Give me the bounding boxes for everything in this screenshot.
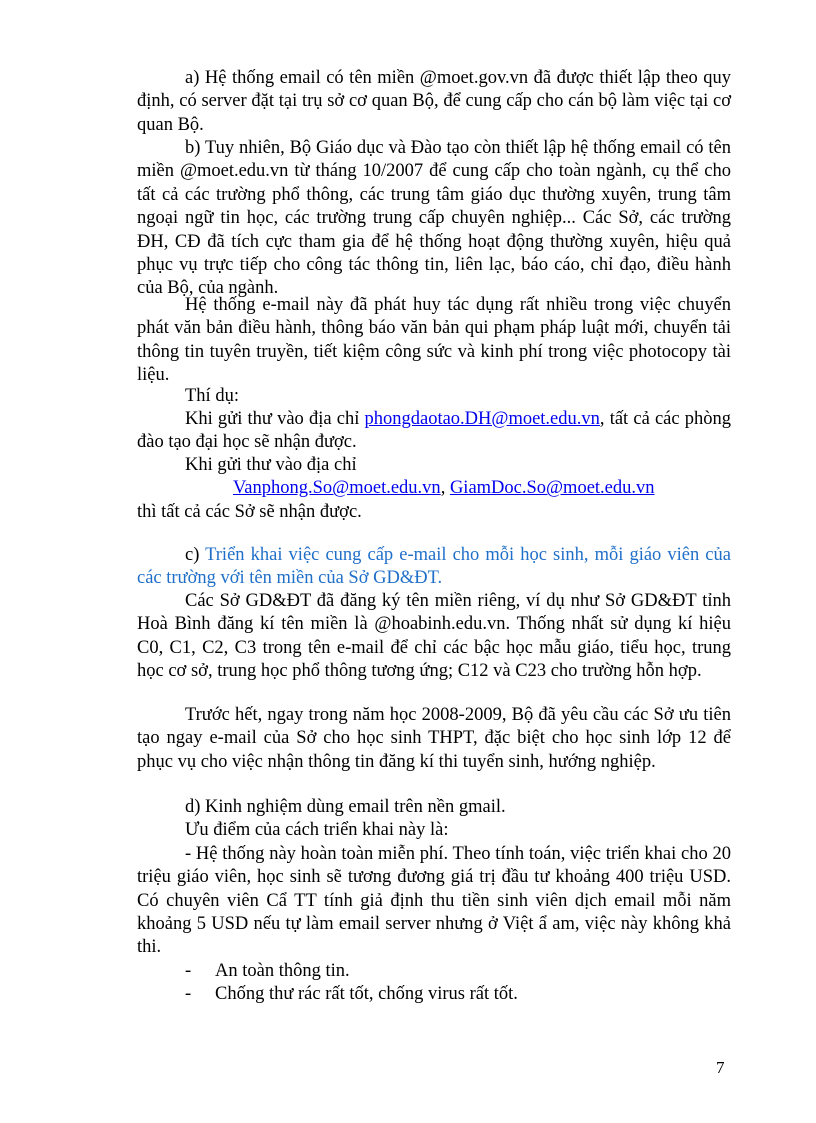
example-2-links	[137, 477, 731, 500]
section-a	[137, 67, 731, 137]
paragraph-b: b) Tuy nhiên, Bộ Giáo dục và Đào tạo còn thiết lập hệ thống email có tên miền @moet.edu.vn từ tháng 10/2007 để cung cấp cho toàn ngành, cụ thể cho tất cả các trường phổ thông, các trung tâm giáo dục thường xuyên, trung tâm ngoại ngữ tin học, các trường trung cấp chuyên nghiệp... Các Sở, các trường ĐH, CĐ đã tích cực tham gia để hệ thống hoạt động thường xuyên, hiệu quả phục vụ trực tiếp cho công tác thông tin, liên lạc, báo cáo, chỉ đạo, điều hành của Bộ, của ngành.	[137, 138, 731, 299]
section-c-body-block	[137, 590, 731, 684]
section-c-priority: Trước hết, ngay trong năm học 2008-2009, Bộ đã yêu cầu các Sở ưu tiên tạo ngay e-mail của Sở cho học sinh THPT, đặc biệt cho học sinh lớp 12 để phục vụ cho việc nhận thông tin đăng kí thi tuyển sinh, hướng nghiệp.	[137, 705, 731, 772]
bullet-security	[137, 960, 731, 983]
example-1-suffix: , tất cả các phòng đào tạo đại học sẽ nhận được.	[137, 409, 731, 453]
bullet-spam-text: Chống thư rác rất tốt, chống virus rất tốt.	[215, 984, 518, 1005]
section-c-priority-block	[137, 704, 731, 774]
example-2-prefix: Khi gửi thư vào địa chỉ	[185, 455, 357, 475]
section-effect	[137, 294, 731, 388]
bullet-dash: -	[185, 960, 192, 981]
section-d-advantages: Ưu điểm của cách triển khai này là:	[185, 820, 449, 841]
email-link-vanphong[interactable]: Vanphong.So@moet.edu.vn	[233, 478, 441, 499]
paragraph-effect: Hệ thống e-mail này đã phát huy tác dụng rất nhiều trong việc chuyển phát văn bản điều hành, thông báo văn bản qui phạm pháp luật mới, chuyển tải thông tin tuyên truyền, tiết kiệm công sức và kinh phí trong việc photocopy tài liệu.	[137, 295, 731, 386]
example-1	[137, 408, 731, 455]
section-b	[137, 137, 731, 301]
page-number: 7	[716, 1058, 725, 1077]
email-link-phongdaotao[interactable]: phongdaotao.DH@moet.edu.vn	[364, 409, 600, 429]
bullet-security-text: An toàn thông tin.	[215, 960, 350, 981]
example-2-suffix: thì tất cả các Sở sẽ nhận được.	[137, 501, 362, 522]
section-d-heading: d) Kinh nghiệm dùng email trên nền gmail.	[185, 797, 506, 817]
bullet-spam	[137, 983, 731, 1006]
example-1-prefix: Khi gửi thư vào địa chỉ	[185, 409, 365, 429]
bullet-dash: -	[185, 984, 192, 1005]
example-2	[137, 454, 731, 524]
section-c-heading	[137, 544, 731, 591]
email-link-giamdoc[interactable]: GiamDoc.So@moet.edu.vn	[449, 478, 655, 499]
example-label: Thí dụ:	[185, 386, 239, 406]
section-c-prefix: c)	[185, 545, 206, 565]
example-1-text	[137, 408, 731, 455]
section-c-body: Các Sở GD&ĐT đã đăng ký tên miền riêng, ví dụ như Sở GD&ĐT tỉnh Hoà Bình đăng kí tên miền là @hoabinh.edu.vn. Thống nhất sử dụng kí hiệu C0, C1, C2, C3 trong tên e-mail để chỉ các bậc học mẫu giáo, tiểu học, trung học cơ sở, trung học phổ thông tương ứng; C12 và C23 cho trường hỗn hợp.	[137, 591, 731, 682]
bullet-free: - Hệ thống này hoàn toàn miễn phí. Theo tính toán, việc triển khai cho 20 triệu giáo viên, học sinh sẽ tương đương giá trị đầu tư khoảng 400 triệu USD. Có chuyên viên Cẩ TT tính giả định thu tiền sinh viên dịch email mỗi năm khoảng 5 USD nếu tự làm email server nhưng ở Việt ẩ am, việc này không khả thi.	[137, 843, 731, 958]
example-label-block	[137, 385, 731, 408]
section-d	[137, 796, 731, 1007]
section-c-title: Triển khai việc cung cấp e-mail cho mỗi học sinh, mỗi giáo viên của các trường với tên miền của Sở GD&ĐT.	[137, 545, 731, 589]
example-2-separator: ,	[440, 478, 450, 499]
section-c	[137, 544, 731, 591]
paragraph-a: a) Hệ thống email có tên miền @moet.gov.vn đã được thiết lập theo quy định, có server đặt tại trụ sở cơ quan Bộ, để cung cấp cho cán bộ làm việc tại cơ quan Bộ.	[137, 68, 731, 135]
